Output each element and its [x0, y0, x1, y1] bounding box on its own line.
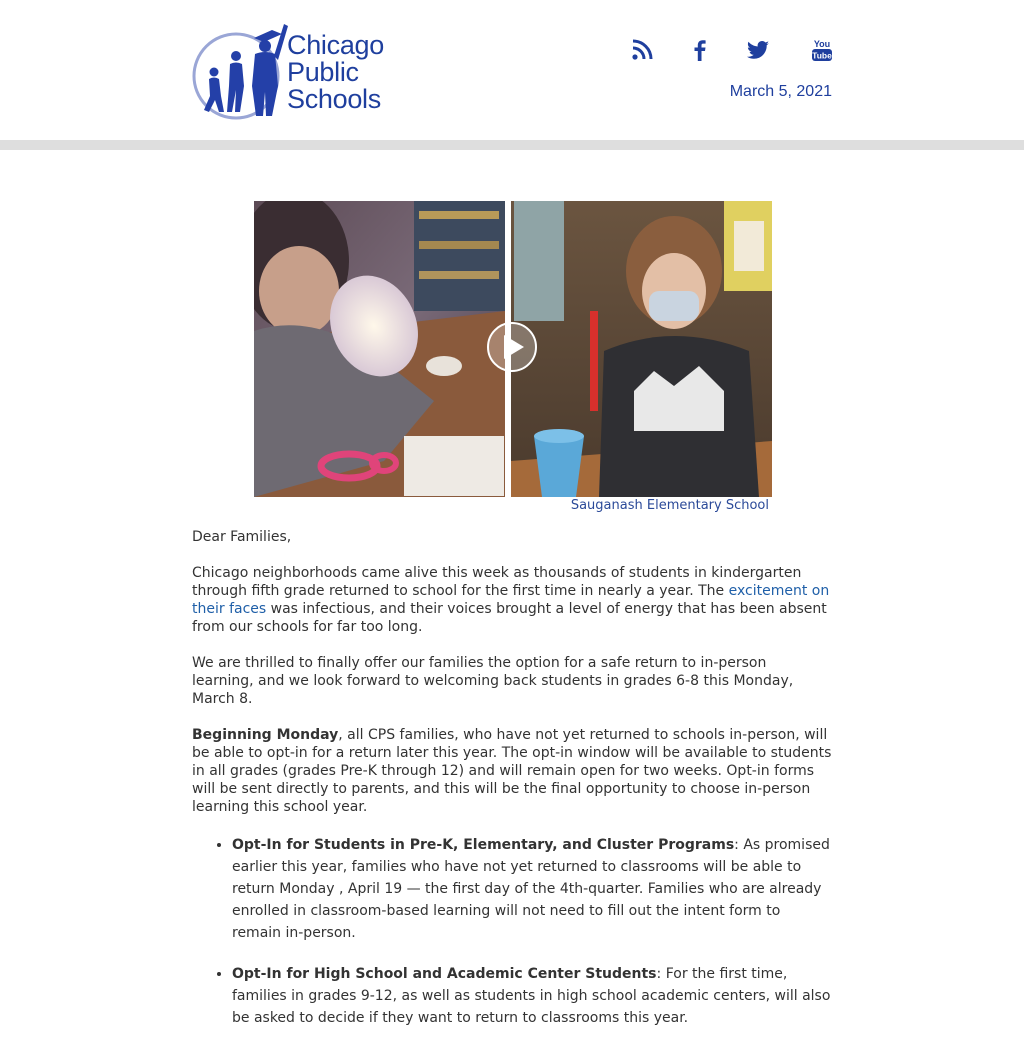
play-icon[interactable]	[488, 323, 536, 371]
letter-body	[192, 528, 832, 1048]
list-item-title: Opt-In for High School and Academic Center Students	[232, 966, 657, 982]
list-item-text: : For the first time, families in grades 9-12, as well as students in high school academic centers, will also be asked to decide if they want to return to classrooms this year.	[232, 966, 831, 1026]
list-item	[232, 834, 832, 944]
photo-caption: Sauganash Elementary School	[570, 498, 769, 513]
youtube-text-you: You	[813, 39, 831, 49]
email-header	[0, 0, 1024, 140]
logo-wordmark[interactable]	[287, 32, 384, 113]
rss-icon[interactable]	[630, 38, 654, 62]
youtube-text-tube: Tube	[812, 50, 832, 61]
hero-video-thumbnail[interactable]	[254, 201, 772, 497]
header-divider	[0, 140, 1024, 150]
list-item-text: : As promised earlier this year, families who have not yet returned to classrooms will be able to return Monday , April 19 — the first day of the 4th-quarter. Families who are already enrolled in classroom-based learning will not need to fill out the intent form to remain in-person.	[232, 837, 830, 941]
newsletter-date: March 5, 2021	[729, 83, 832, 100]
paragraph-1-text: Chicago neighborhoods came alive this week as thousands of students in kindergarten through fifth grade returned to school for the first time in nearly a year. The	[192, 565, 802, 599]
paragraph-3-text: , all CPS families, who have not yet returned to schools in-person, will be able to opt-in for a return later this year. The opt-in window will be available to students in all grades (grades Pre-K through 12) and will remain open for two weeks. Opt-in forms will be sent directly to parents, and this will be the final opportunity to choose in-person learning this school year.	[192, 727, 832, 815]
logo-line-schools: Schools	[287, 84, 381, 114]
paragraph-2: We are thrilled to finally offer our families the option for a safe return to in-person learning, and we look forward to welcoming back students in grades 6-8 this Monday, March 8.	[192, 655, 794, 707]
paragraph-3-bold: Beginning Monday	[192, 727, 339, 743]
paragraph-3	[192, 726, 832, 816]
facebook-icon[interactable]	[688, 38, 712, 62]
twitter-icon[interactable]	[746, 38, 770, 62]
list-item	[232, 963, 832, 1029]
greeting: Dear Families,	[192, 529, 292, 545]
logo-line-public: Public	[287, 57, 359, 87]
paragraph-1-text-end: was infectious, and their voices brought a level of energy that has been absent from our schools for far too long.	[192, 601, 827, 635]
left-photo	[254, 201, 505, 497]
excitement-link[interactable]: excitement on their faces	[192, 583, 830, 617]
opt-in-list	[192, 834, 832, 1029]
list-item-title: Opt-In for Students in Pre-K, Elementary, and Cluster Programs	[232, 837, 735, 853]
paragraph-1	[192, 564, 832, 636]
logo-line-chicago: Chicago	[287, 30, 384, 60]
right-photo	[511, 201, 772, 497]
youtube-icon[interactable]	[810, 38, 834, 62]
